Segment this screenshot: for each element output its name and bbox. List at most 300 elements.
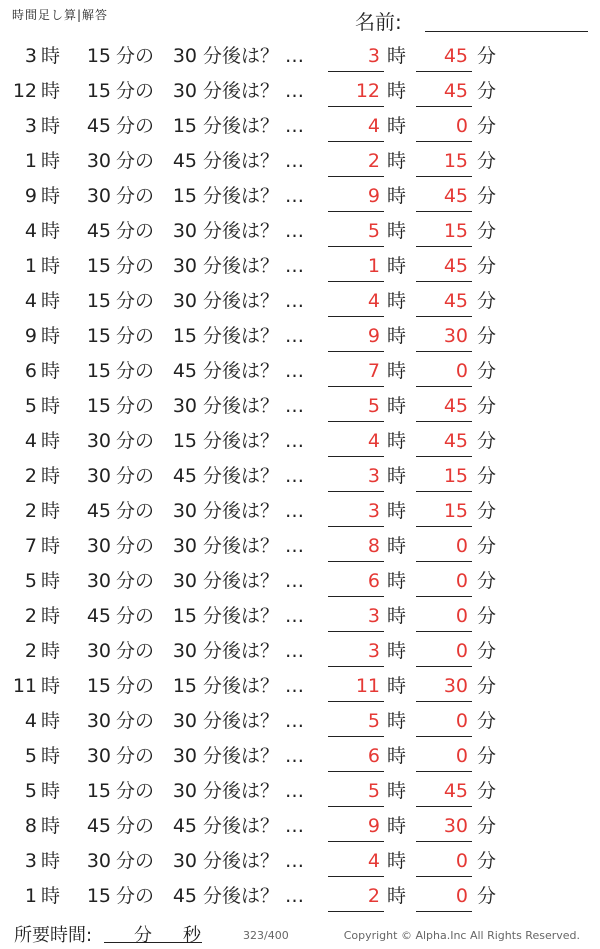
answer-minute: 0 bbox=[455, 360, 468, 382]
answer-hour-unit-label: 時 bbox=[387, 185, 407, 207]
problem-row bbox=[0, 670, 600, 705]
start-minute: 30 bbox=[86, 850, 111, 872]
hour-unit-label: 時 bbox=[41, 185, 61, 207]
answer-minute: 15 bbox=[443, 150, 468, 172]
question-suffix: 分後は？ … bbox=[203, 185, 305, 207]
answer-hour: 3 bbox=[367, 500, 380, 522]
name-label: 名前: bbox=[355, 10, 402, 34]
start-minute: 15 bbox=[86, 885, 111, 907]
added-minutes: 30 bbox=[172, 535, 197, 557]
answer-minute-underline bbox=[416, 876, 472, 877]
name-field bbox=[355, 6, 590, 32]
start-hour: 2 bbox=[24, 465, 37, 487]
minute-of-label: 分の bbox=[116, 885, 155, 907]
answer-hour-unit-label: 時 bbox=[387, 45, 407, 67]
question-suffix: 分後は？ … bbox=[203, 710, 305, 732]
problem-row bbox=[0, 565, 600, 600]
added-minutes: 30 bbox=[172, 80, 197, 102]
answer-hour-unit-label: 時 bbox=[387, 395, 407, 417]
answer-hour-unit-label: 時 bbox=[387, 535, 407, 557]
question-suffix: 分後は？ … bbox=[203, 500, 305, 522]
answer-minute-unit-label: 分 bbox=[477, 360, 497, 382]
minute-of-label: 分の bbox=[116, 80, 155, 102]
problem-row bbox=[0, 145, 600, 180]
answer-hour-underline bbox=[328, 561, 384, 562]
answer-minute: 30 bbox=[443, 675, 468, 697]
hour-unit-label: 時 bbox=[41, 640, 61, 662]
problem-row bbox=[0, 845, 600, 880]
problem-row bbox=[0, 285, 600, 320]
answer-minute-unit-label: 分 bbox=[477, 850, 497, 872]
answer-minute-underline bbox=[416, 351, 472, 352]
start-minute: 30 bbox=[86, 640, 111, 662]
answer-hour-unit-label: 時 bbox=[387, 605, 407, 627]
minute-of-label: 分の bbox=[116, 185, 155, 207]
answer-minute-underline bbox=[416, 386, 472, 387]
hour-unit-label: 時 bbox=[41, 430, 61, 452]
answer-hour: 1 bbox=[367, 255, 380, 277]
answer-hour: 9 bbox=[367, 815, 380, 837]
question-suffix: 分後は？ … bbox=[203, 640, 305, 662]
hour-unit-label: 時 bbox=[41, 325, 61, 347]
answer-minute-unit-label: 分 bbox=[477, 710, 497, 732]
answer-minute-unit-label: 分 bbox=[477, 885, 497, 907]
question-suffix: 分後は？ … bbox=[203, 150, 305, 172]
answer-hour: 3 bbox=[367, 465, 380, 487]
start-hour: 4 bbox=[24, 290, 37, 312]
answer-hour-underline bbox=[328, 841, 384, 842]
answer-minute-unit-label: 分 bbox=[477, 395, 497, 417]
problem-row bbox=[0, 740, 600, 775]
answer-minute-underline bbox=[416, 316, 472, 317]
answer-minute-unit-label: 分 bbox=[477, 535, 497, 557]
answer-minute: 0 bbox=[455, 885, 468, 907]
answer-minute: 45 bbox=[443, 290, 468, 312]
start-minute: 45 bbox=[86, 605, 111, 627]
start-hour: 7 bbox=[24, 535, 37, 557]
answer-minute-unit-label: 分 bbox=[477, 640, 497, 662]
start-hour: 11 bbox=[12, 675, 37, 697]
answer-minute-underline bbox=[416, 281, 472, 282]
minute-of-label: 分の bbox=[116, 255, 155, 277]
answer-hour-unit-label: 時 bbox=[387, 815, 407, 837]
minute-of-label: 分の bbox=[116, 780, 155, 802]
answer-hour: 12 bbox=[355, 80, 380, 102]
question-suffix: 分後は？ … bbox=[203, 220, 305, 242]
answer-minute-underline bbox=[416, 246, 472, 247]
hour-unit-label: 時 bbox=[41, 80, 61, 102]
answer-hour: 6 bbox=[367, 745, 380, 767]
question-suffix: 分後は？ … bbox=[203, 115, 305, 137]
question-suffix: 分後は？ … bbox=[203, 535, 305, 557]
answer-minute: 15 bbox=[443, 465, 468, 487]
answer-hour: 5 bbox=[367, 780, 380, 802]
hour-unit-label: 時 bbox=[41, 395, 61, 417]
answer-hour-unit-label: 時 bbox=[387, 710, 407, 732]
minute-of-label: 分の bbox=[116, 325, 155, 347]
added-minutes: 15 bbox=[172, 605, 197, 627]
answer-minute-underline bbox=[416, 911, 472, 912]
start-minute: 30 bbox=[86, 745, 111, 767]
minute-of-label: 分の bbox=[116, 640, 155, 662]
start-minute: 30 bbox=[86, 430, 111, 452]
answer-hour: 5 bbox=[367, 220, 380, 242]
start-hour: 5 bbox=[24, 745, 37, 767]
added-minutes: 30 bbox=[172, 220, 197, 242]
answer-hour: 3 bbox=[367, 45, 380, 67]
start-hour: 4 bbox=[24, 220, 37, 242]
start-hour: 2 bbox=[24, 640, 37, 662]
minute-of-label: 分の bbox=[116, 45, 155, 67]
page-counter: 323/400 bbox=[243, 929, 289, 942]
start-hour: 9 bbox=[24, 325, 37, 347]
answer-hour-underline bbox=[328, 911, 384, 912]
minute-of-label: 分の bbox=[116, 815, 155, 837]
hour-unit-label: 時 bbox=[41, 850, 61, 872]
start-hour: 5 bbox=[24, 780, 37, 802]
copyright-notice: Copyright © Alpha.Inc All Rights Reserved. bbox=[343, 929, 580, 942]
answer-hour-underline bbox=[328, 456, 384, 457]
problem-row bbox=[0, 250, 600, 285]
hour-unit-label: 時 bbox=[41, 675, 61, 697]
added-minutes: 30 bbox=[172, 255, 197, 277]
answer-minute-unit-label: 分 bbox=[477, 780, 497, 802]
added-minutes: 15 bbox=[172, 430, 197, 452]
added-minutes: 30 bbox=[172, 395, 197, 417]
answer-minute: 0 bbox=[455, 710, 468, 732]
problem-row bbox=[0, 495, 600, 530]
start-minute: 45 bbox=[86, 815, 111, 837]
answer-hour-unit-label: 時 bbox=[387, 885, 407, 907]
minute-of-label: 分の bbox=[116, 675, 155, 697]
start-hour: 5 bbox=[24, 570, 37, 592]
answer-minute-unit-label: 分 bbox=[477, 80, 497, 102]
answer-minute-underline bbox=[416, 596, 472, 597]
answer-hour-unit-label: 時 bbox=[387, 290, 407, 312]
hour-unit-label: 時 bbox=[41, 500, 61, 522]
start-minute: 30 bbox=[86, 570, 111, 592]
answer-minute: 0 bbox=[455, 535, 468, 557]
answer-minute-underline bbox=[416, 631, 472, 632]
hour-unit-label: 時 bbox=[41, 150, 61, 172]
start-minute: 15 bbox=[86, 395, 111, 417]
elapsed-minutes-label: 分 bbox=[134, 925, 152, 946]
problem-row bbox=[0, 40, 600, 75]
answer-minute-unit-label: 分 bbox=[477, 150, 497, 172]
start-minute: 30 bbox=[86, 535, 111, 557]
answer-minute: 30 bbox=[443, 815, 468, 837]
answer-minute-underline bbox=[416, 106, 472, 107]
hour-unit-label: 時 bbox=[41, 745, 61, 767]
minute-of-label: 分の bbox=[116, 500, 155, 522]
answer-hour-underline bbox=[328, 246, 384, 247]
answer-minute-unit-label: 分 bbox=[477, 185, 497, 207]
answer-hour: 6 bbox=[367, 570, 380, 592]
answer-minute-underline bbox=[416, 141, 472, 142]
added-minutes: 30 bbox=[172, 745, 197, 767]
added-minutes: 30 bbox=[172, 570, 197, 592]
answer-hour-unit-label: 時 bbox=[387, 360, 407, 382]
answer-minute-underline bbox=[416, 806, 472, 807]
answer-minute-underline bbox=[416, 561, 472, 562]
question-suffix: 分後は？ … bbox=[203, 80, 305, 102]
question-suffix: 分後は？ … bbox=[203, 255, 305, 277]
answer-minute-underline bbox=[416, 176, 472, 177]
problem-row bbox=[0, 705, 600, 740]
answer-hour-underline bbox=[328, 176, 384, 177]
added-minutes: 15 bbox=[172, 185, 197, 207]
answer-minute: 0 bbox=[455, 570, 468, 592]
start-hour: 1 bbox=[24, 885, 37, 907]
answer-hour-underline bbox=[328, 701, 384, 702]
start-hour: 1 bbox=[24, 255, 37, 277]
question-suffix: 分後は？ … bbox=[203, 570, 305, 592]
answer-hour-underline bbox=[328, 211, 384, 212]
answer-hour-unit-label: 時 bbox=[387, 150, 407, 172]
answer-hour: 2 bbox=[367, 885, 380, 907]
added-minutes: 30 bbox=[172, 500, 197, 522]
answer-minute: 30 bbox=[443, 325, 468, 347]
added-minutes: 45 bbox=[172, 815, 197, 837]
answer-hour-unit-label: 時 bbox=[387, 465, 407, 487]
answer-hour: 5 bbox=[367, 395, 380, 417]
answer-minute: 45 bbox=[443, 80, 468, 102]
answer-minute: 0 bbox=[455, 850, 468, 872]
start-hour: 1 bbox=[24, 150, 37, 172]
answer-hour: 4 bbox=[367, 430, 380, 452]
answer-minute: 45 bbox=[443, 430, 468, 452]
question-suffix: 分後は？ … bbox=[203, 780, 305, 802]
answer-hour-unit-label: 時 bbox=[387, 80, 407, 102]
start-minute: 30 bbox=[86, 710, 111, 732]
hour-unit-label: 時 bbox=[41, 570, 61, 592]
answer-hour-underline bbox=[328, 491, 384, 492]
start-minute: 15 bbox=[86, 45, 111, 67]
answer-minute-unit-label: 分 bbox=[477, 325, 497, 347]
minute-of-label: 分の bbox=[116, 535, 155, 557]
answer-minute-underline bbox=[416, 701, 472, 702]
answer-minute-unit-label: 分 bbox=[477, 605, 497, 627]
start-hour: 2 bbox=[24, 500, 37, 522]
problem-row bbox=[0, 530, 600, 565]
answer-minute: 0 bbox=[455, 640, 468, 662]
start-minute: 45 bbox=[86, 220, 111, 242]
question-suffix: 分後は？ … bbox=[203, 850, 305, 872]
answer-hour-unit-label: 時 bbox=[387, 675, 407, 697]
problem-row bbox=[0, 355, 600, 390]
answer-hour-underline bbox=[328, 316, 384, 317]
start-hour: 2 bbox=[24, 605, 37, 627]
start-minute: 15 bbox=[86, 255, 111, 277]
worksheet-title: 時間足し算|解答 bbox=[12, 8, 109, 22]
answer-hour-underline bbox=[328, 736, 384, 737]
answer-minute: 0 bbox=[455, 745, 468, 767]
answer-minute-underline bbox=[416, 666, 472, 667]
answer-minute-unit-label: 分 bbox=[477, 500, 497, 522]
start-minute: 45 bbox=[86, 500, 111, 522]
answer-minute-unit-label: 分 bbox=[477, 45, 497, 67]
answer-hour: 5 bbox=[367, 710, 380, 732]
minute-of-label: 分の bbox=[116, 395, 155, 417]
answer-minute-unit-label: 分 bbox=[477, 815, 497, 837]
answer-minute-underline bbox=[416, 841, 472, 842]
answer-hour-unit-label: 時 bbox=[387, 255, 407, 277]
hour-unit-label: 時 bbox=[41, 45, 61, 67]
answer-hour-unit-label: 時 bbox=[387, 780, 407, 802]
answer-hour: 4 bbox=[367, 115, 380, 137]
start-hour: 6 bbox=[24, 360, 37, 382]
start-minute: 15 bbox=[86, 360, 111, 382]
answer-minute-underline bbox=[416, 491, 472, 492]
question-suffix: 分後は？ … bbox=[203, 675, 305, 697]
problem-row bbox=[0, 390, 600, 425]
problem-row bbox=[0, 635, 600, 670]
answer-hour-unit-label: 時 bbox=[387, 430, 407, 452]
answer-hour-underline bbox=[328, 631, 384, 632]
start-hour: 3 bbox=[24, 850, 37, 872]
answer-hour-underline bbox=[328, 71, 384, 72]
problem-row bbox=[0, 600, 600, 635]
hour-unit-label: 時 bbox=[41, 255, 61, 277]
answer-minute: 45 bbox=[443, 395, 468, 417]
answer-hour: 11 bbox=[355, 675, 380, 697]
hour-unit-label: 時 bbox=[41, 465, 61, 487]
question-suffix: 分後は？ … bbox=[203, 325, 305, 347]
problem-row bbox=[0, 425, 600, 460]
start-minute: 30 bbox=[86, 465, 111, 487]
start-hour: 5 bbox=[24, 395, 37, 417]
answer-hour-underline bbox=[328, 351, 384, 352]
answer-hour-unit-label: 時 bbox=[387, 570, 407, 592]
problem-list bbox=[0, 40, 600, 915]
start-hour: 3 bbox=[24, 115, 37, 137]
question-suffix: 分後は？ … bbox=[203, 465, 305, 487]
start-hour: 8 bbox=[24, 815, 37, 837]
answer-minute-unit-label: 分 bbox=[477, 675, 497, 697]
answer-minute-underline bbox=[416, 736, 472, 737]
hour-unit-label: 時 bbox=[41, 815, 61, 837]
answer-minute-unit-label: 分 bbox=[477, 290, 497, 312]
minute-of-label: 分の bbox=[116, 360, 155, 382]
added-minutes: 15 bbox=[172, 675, 197, 697]
hour-unit-label: 時 bbox=[41, 605, 61, 627]
start-minute: 15 bbox=[86, 80, 111, 102]
minute-of-label: 分の bbox=[116, 745, 155, 767]
start-hour: 3 bbox=[24, 45, 37, 67]
start-hour: 9 bbox=[24, 185, 37, 207]
elapsed-time-label: 所要時間: bbox=[14, 925, 93, 946]
added-minutes: 45 bbox=[172, 885, 197, 907]
problem-row bbox=[0, 775, 600, 810]
answer-minute-unit-label: 分 bbox=[477, 220, 497, 242]
added-minutes: 30 bbox=[172, 45, 197, 67]
answer-minute-underline bbox=[416, 421, 472, 422]
answer-hour-underline bbox=[328, 386, 384, 387]
answer-minute-unit-label: 分 bbox=[477, 255, 497, 277]
answer-minute: 45 bbox=[443, 185, 468, 207]
answer-hour-underline bbox=[328, 106, 384, 107]
answer-hour-unit-label: 時 bbox=[387, 640, 407, 662]
hour-unit-label: 時 bbox=[41, 290, 61, 312]
added-minutes: 45 bbox=[172, 150, 197, 172]
question-suffix: 分後は？ … bbox=[203, 430, 305, 452]
answer-hour: 8 bbox=[367, 535, 380, 557]
added-minutes: 30 bbox=[172, 710, 197, 732]
answer-hour-underline bbox=[328, 421, 384, 422]
hour-unit-label: 時 bbox=[41, 780, 61, 802]
start-minute: 30 bbox=[86, 185, 111, 207]
answer-hour-unit-label: 時 bbox=[387, 745, 407, 767]
added-minutes: 45 bbox=[172, 465, 197, 487]
question-suffix: 分後は？ … bbox=[203, 605, 305, 627]
hour-unit-label: 時 bbox=[41, 535, 61, 557]
name-underline bbox=[425, 31, 588, 32]
minute-of-label: 分の bbox=[116, 430, 155, 452]
minute-of-label: 分の bbox=[116, 570, 155, 592]
question-suffix: 分後は？ … bbox=[203, 45, 305, 67]
answer-hour: 2 bbox=[367, 150, 380, 172]
hour-unit-label: 時 bbox=[41, 220, 61, 242]
answer-hour-underline bbox=[328, 596, 384, 597]
answer-hour: 9 bbox=[367, 185, 380, 207]
start-hour: 4 bbox=[24, 710, 37, 732]
start-hour: 4 bbox=[24, 430, 37, 452]
question-suffix: 分後は？ … bbox=[203, 815, 305, 837]
answer-minute-underline bbox=[416, 71, 472, 72]
minute-of-label: 分の bbox=[116, 850, 155, 872]
question-suffix: 分後は？ … bbox=[203, 395, 305, 417]
answer-minute-unit-label: 分 bbox=[477, 115, 497, 137]
answer-hour-underline bbox=[328, 806, 384, 807]
minute-of-label: 分の bbox=[116, 220, 155, 242]
added-minutes: 15 bbox=[172, 115, 197, 137]
start-minute: 45 bbox=[86, 115, 111, 137]
answer-hour-unit-label: 時 bbox=[387, 325, 407, 347]
question-suffix: 分後は？ … bbox=[203, 885, 305, 907]
minute-of-label: 分の bbox=[116, 290, 155, 312]
added-minutes: 30 bbox=[172, 640, 197, 662]
added-minutes: 30 bbox=[172, 850, 197, 872]
added-minutes: 15 bbox=[172, 325, 197, 347]
answer-hour-underline bbox=[328, 666, 384, 667]
answer-minute-unit-label: 分 bbox=[477, 745, 497, 767]
answer-minute-underline bbox=[416, 456, 472, 457]
answer-minute-underline bbox=[416, 211, 472, 212]
added-minutes: 30 bbox=[172, 780, 197, 802]
answer-minute: 0 bbox=[455, 115, 468, 137]
hour-unit-label: 時 bbox=[41, 710, 61, 732]
start-minute: 15 bbox=[86, 325, 111, 347]
start-minute: 15 bbox=[86, 290, 111, 312]
problem-row bbox=[0, 180, 600, 215]
answer-hour-unit-label: 時 bbox=[387, 115, 407, 137]
start-hour: 12 bbox=[12, 80, 37, 102]
answer-hour: 3 bbox=[367, 605, 380, 627]
added-minutes: 30 bbox=[172, 290, 197, 312]
problem-row bbox=[0, 320, 600, 355]
answer-minute-unit-label: 分 bbox=[477, 570, 497, 592]
minute-of-label: 分の bbox=[116, 115, 155, 137]
answer-hour: 3 bbox=[367, 640, 380, 662]
added-minutes: 45 bbox=[172, 360, 197, 382]
question-suffix: 分後は？ … bbox=[203, 745, 305, 767]
answer-hour-underline bbox=[328, 876, 384, 877]
answer-hour-unit-label: 時 bbox=[387, 500, 407, 522]
start-minute: 15 bbox=[86, 780, 111, 802]
minute-of-label: 分の bbox=[116, 605, 155, 627]
answer-hour: 9 bbox=[367, 325, 380, 347]
answer-minute-unit-label: 分 bbox=[477, 465, 497, 487]
